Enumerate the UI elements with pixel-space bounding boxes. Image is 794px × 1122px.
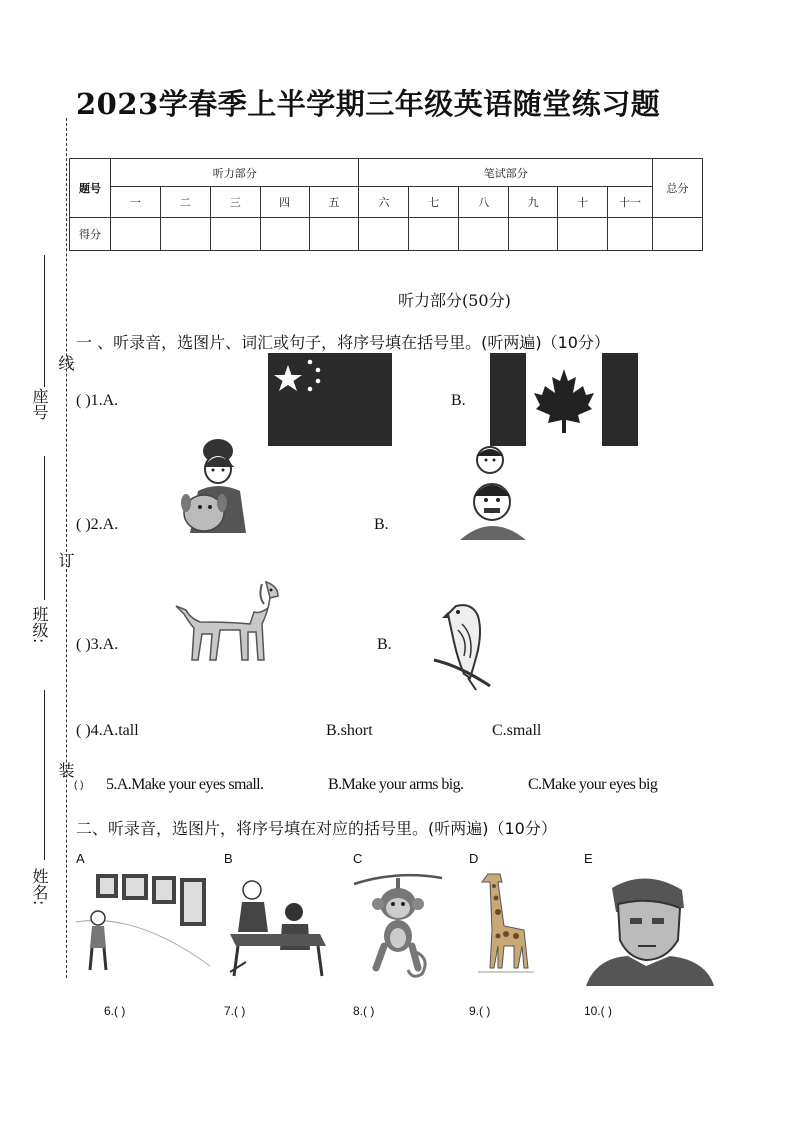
question-number: 八	[459, 187, 509, 218]
listening-section-title: 听力部分(50分)	[398, 291, 511, 310]
q5-option-c: C.Make your eyes big	[528, 776, 658, 793]
q2-option-b: B.	[374, 516, 389, 533]
question-number: 四	[260, 187, 309, 218]
picture-letter-e: E	[584, 851, 593, 866]
seat-number-label: 座号	[30, 388, 49, 420]
q4-option-c: C.small	[492, 722, 542, 739]
boy-and-portraits-icon	[76, 870, 210, 978]
q5-option-b: B.Make your arms big.	[328, 776, 464, 793]
giraffe-icon	[474, 868, 538, 976]
binding-line-char: 线	[56, 355, 75, 371]
answer-blank-10[interactable]: 10.( )	[584, 1004, 613, 1018]
score-cell[interactable]	[459, 218, 509, 251]
total-score-cell[interactable]	[652, 218, 702, 251]
question-number: 六	[359, 187, 409, 218]
picture-letter-d: D	[469, 851, 479, 866]
dog-icon	[170, 568, 282, 664]
score-cell[interactable]	[608, 218, 653, 251]
children-at-desk-icon	[224, 872, 336, 978]
score-cell[interactable]	[409, 218, 459, 251]
picture-letter-b: B	[224, 851, 233, 866]
woman-with-dog-icon	[168, 433, 260, 541]
question-number: 九	[509, 187, 558, 218]
score-cell[interactable]	[210, 218, 260, 251]
part2-heading: 二、听录音，选图片，将序号填在对应的括号里。(听两遍)（10分）	[76, 819, 557, 838]
old-man-icon	[586, 868, 716, 986]
binding-ding-char: 订	[56, 552, 75, 568]
seat-number-line	[44, 255, 45, 387]
answer-blank-7[interactable]: 7.( )	[224, 1004, 246, 1018]
binding-dashed-line	[66, 118, 67, 978]
question-number: 一	[110, 187, 160, 218]
question-number: 三	[210, 187, 260, 218]
name-label: 姓名:	[30, 868, 49, 906]
question-number: 十一	[608, 187, 653, 218]
writing-part-head: 笔试部分	[359, 159, 652, 187]
name-line	[44, 690, 45, 860]
monkey-icon	[352, 870, 444, 980]
question-number: 十	[558, 187, 608, 218]
total-score-head: 总分	[652, 159, 702, 218]
score-table	[69, 158, 703, 251]
question-number: 五	[309, 187, 359, 218]
q1-option-b: B.	[451, 392, 466, 409]
score-cell[interactable]	[160, 218, 210, 251]
q4-label: ( )4.A.tall	[76, 722, 139, 739]
q5-option-a: 5.A.Make your eyes small.	[106, 776, 264, 793]
answer-blank-8[interactable]: 8.( )	[353, 1004, 375, 1018]
answer-blank-9[interactable]: 9.( )	[469, 1004, 491, 1018]
score-cell[interactable]	[359, 218, 409, 251]
question-number: 七	[409, 187, 459, 218]
q5-answer-bracket[interactable]: ( )	[74, 780, 84, 791]
row-head-question-number: 题号	[70, 159, 111, 218]
q4-option-b: B.short	[326, 722, 373, 739]
score-cell[interactable]	[558, 218, 608, 251]
score-row-head: 得分	[70, 218, 111, 251]
score-cell[interactable]	[260, 218, 309, 251]
father-and-son-icon	[446, 440, 536, 540]
answer-blank-6[interactable]: 6.( )	[104, 1004, 126, 1018]
china-flag-icon	[268, 353, 392, 446]
class-label: 班级:	[30, 606, 49, 644]
picture-letter-c: C	[353, 851, 363, 866]
score-cell[interactable]	[509, 218, 558, 251]
binding-zhuang-char: 装	[56, 762, 75, 778]
question-number: 二	[160, 187, 210, 218]
part1-heading: 一 、听录音，选图片、词汇或句子，将序号填在括号里。(听两遍)（10分）	[76, 333, 610, 352]
listening-part-head: 听力部分	[110, 159, 359, 187]
q3-option-b: B.	[377, 636, 392, 653]
score-cell[interactable]	[309, 218, 359, 251]
class-line	[44, 456, 45, 600]
q1-label: ( )1.A.	[76, 392, 119, 409]
q2-label: ( )2.A.	[76, 516, 119, 533]
page-title: 2023学春季上半学期三年级英语随堂练习题	[76, 87, 661, 121]
picture-letter-a: A	[76, 851, 85, 866]
q3-label: ( )3.A.	[76, 636, 119, 653]
score-cell[interactable]	[110, 218, 160, 251]
canada-flag-icon	[490, 353, 638, 446]
parrot-icon	[430, 600, 494, 692]
